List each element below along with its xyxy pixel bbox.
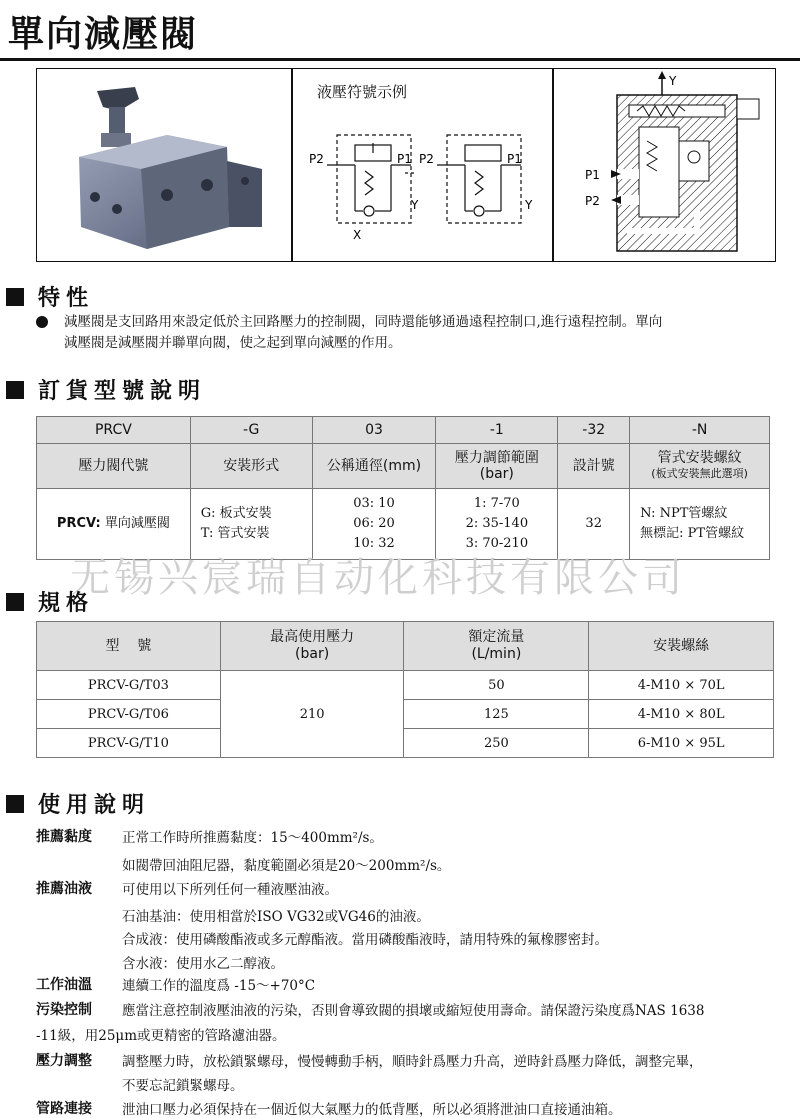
mount-cell: G: 板式安裝 T: 管式安裝 xyxy=(190,489,312,560)
features-heading: 特性 xyxy=(6,281,94,312)
heading-square-icon xyxy=(6,288,24,306)
section-port-y: Y xyxy=(669,74,677,88)
usage-label: 工作油溫 xyxy=(36,977,92,993)
order-code-table xyxy=(36,416,770,560)
illustration-panel xyxy=(36,68,776,262)
valve-photo xyxy=(57,77,277,255)
usage-label: 污染控制 xyxy=(36,1002,92,1018)
usage-heading: 使用說明 xyxy=(6,788,150,819)
heading-square-icon xyxy=(6,795,24,813)
spec-header-cell: 型 號 xyxy=(37,622,221,671)
symbol-port-p1: P1 xyxy=(507,152,522,166)
heading-square-icon xyxy=(6,381,24,399)
spec-row xyxy=(37,729,774,758)
pressure-cell: 1: 7-70 2: 35-140 3: 70-210 xyxy=(436,489,558,560)
usage-text: 含水液：使用水乙二醇液。 xyxy=(122,956,284,972)
symbol-port-x: X xyxy=(353,228,362,242)
symbol-port-y: Y xyxy=(411,198,419,212)
usage-text: 不要忘記鎖緊螺母。 xyxy=(122,1078,244,1094)
symbol-port-y: Y xyxy=(525,198,533,212)
bullet-icon xyxy=(36,316,48,328)
symbol-port-p2: P2 xyxy=(419,152,434,166)
features-line: 減壓閥是支回路用來設定低於主回路壓力的控制閥，同時還能够通過遠程控制口,進行遠程控制。單向 xyxy=(64,314,663,330)
title-rule xyxy=(0,58,800,61)
symbol-caption: 液壓符號示例 xyxy=(317,83,408,101)
spec-bolt-cell: 4-M10 × 80L xyxy=(589,700,774,729)
features-paragraph xyxy=(36,312,796,354)
section-port-p2: P2 xyxy=(585,194,600,208)
order-heading: 訂貨型號說明 xyxy=(6,374,206,405)
usage-label: 推薦黏度 xyxy=(36,829,92,845)
hydraulic-symbol-diagram xyxy=(307,113,547,243)
order-code-cell: -32 xyxy=(558,417,630,444)
order-header-row xyxy=(37,444,770,489)
usage-label: 壓力調整 xyxy=(36,1053,92,1069)
order-header-cell: 壓力調節範圍 (bar) xyxy=(436,444,558,489)
spec-flow-cell: 250 xyxy=(404,729,589,758)
symbol-port-p1: P1 xyxy=(397,152,412,166)
usage-text: -11級，用25μm或更精密的管路濾油器。 xyxy=(36,1028,286,1044)
usage-text: 可使用以下所列任何一種液壓油液。 xyxy=(122,882,338,898)
order-code-cell: PRCV xyxy=(37,417,191,444)
usage-text: 合成液：使用磷酸酯液或多元醇酯液。當用磷酸酯液時，請用特殊的氟橡膠密封。 xyxy=(122,932,608,948)
size-cell: 03: 10 06: 20 10: 32 xyxy=(312,489,436,560)
spec-table xyxy=(36,621,774,758)
features-line: 減壓閥是減壓閥并聯單向閥，使之起到單向減壓的作用。 xyxy=(64,335,402,351)
order-header-cell: 管式安裝螺紋 (板式安裝無此選項) xyxy=(630,444,770,489)
spec-flow-cell: 50 xyxy=(404,671,589,700)
valve-code-cell: PRCV: 單向減壓閥 xyxy=(37,489,191,560)
spec-heading: 規格 xyxy=(6,586,94,617)
heading-square-icon xyxy=(6,593,24,611)
order-code-cell: -N xyxy=(630,417,770,444)
order-code-cell: 03 xyxy=(312,417,436,444)
spec-bolt-cell: 6-M10 × 95L xyxy=(589,729,774,758)
spec-header-cell: 安裝螺絲 xyxy=(589,622,774,671)
watermark: 无锡兴宸瑞自动化科技有限公司 xyxy=(70,555,686,601)
panel-divider xyxy=(291,69,293,261)
usage-text: 石油基油：使用相當於ISO VG32或VG46的油液。 xyxy=(122,909,430,925)
order-code-cell: -1 xyxy=(436,417,558,444)
spec-flow-cell: 125 xyxy=(404,700,589,729)
order-header-cell: 公稱通徑(mm) xyxy=(312,444,436,489)
usage-text: 應當注意控制液壓油液的污染，否則會導致閥的損壞或縮短使用壽命。請保證污染度爲NAS 1638 xyxy=(122,1003,705,1019)
section-drawing xyxy=(577,71,772,257)
usage-label: 管路連接 xyxy=(36,1101,92,1117)
order-code-row xyxy=(37,417,770,444)
usage-text: 正常工作時所推薦黏度：15～400mm²/s。 xyxy=(122,830,383,846)
section-port-p1: P1 xyxy=(585,168,600,182)
spec-row xyxy=(37,671,774,700)
order-header-cell: 壓力閥代號 xyxy=(37,444,191,489)
spec-header-cell: 最高使用壓力 (bar) xyxy=(220,622,404,671)
spec-model-cell: PRCV-G/T06 xyxy=(37,700,221,729)
spec-row xyxy=(37,700,774,729)
order-header-cell: 設計號 xyxy=(558,444,630,489)
symbol-port-p2: P2 xyxy=(309,152,324,166)
usage-text: 連續工作的溫度爲 -15～+70°C xyxy=(122,978,316,994)
panel-divider xyxy=(552,69,554,261)
order-header-cell: 安裝形式 xyxy=(190,444,312,489)
spec-header-cell: 額定流量 (L/min) xyxy=(404,622,589,671)
usage-text: 如閥帶回油阻尼器，黏度範圍必須是20～200mm²/s。 xyxy=(122,858,451,874)
spec-pressure-cell: 210 xyxy=(220,671,404,758)
order-code-cell: -G xyxy=(190,417,312,444)
usage-label: 推薦油液 xyxy=(36,881,92,897)
thread-cell: N: NPT管螺紋 無標記: PT管螺紋 xyxy=(630,489,770,560)
spec-model-cell: PRCV-G/T03 xyxy=(37,671,221,700)
page-title: 單向減壓閥 xyxy=(8,14,199,55)
usage-text: 泄油口壓力必須保持在一個近似大氣壓力的低背壓，所以必須將泄油口直接通油箱。 xyxy=(122,1102,622,1118)
spec-model-cell: PRCV-G/T10 xyxy=(37,729,221,758)
spec-bolt-cell: 4-M10 × 70L xyxy=(589,671,774,700)
usage-text: 調整壓力時，放松鎖緊螺母，慢慢轉動手柄，順時針爲壓力升高，逆時針爲壓力降低，調整完畢， xyxy=(122,1054,703,1070)
spec-header-row xyxy=(37,622,774,671)
design-cell: 32 xyxy=(558,489,630,560)
